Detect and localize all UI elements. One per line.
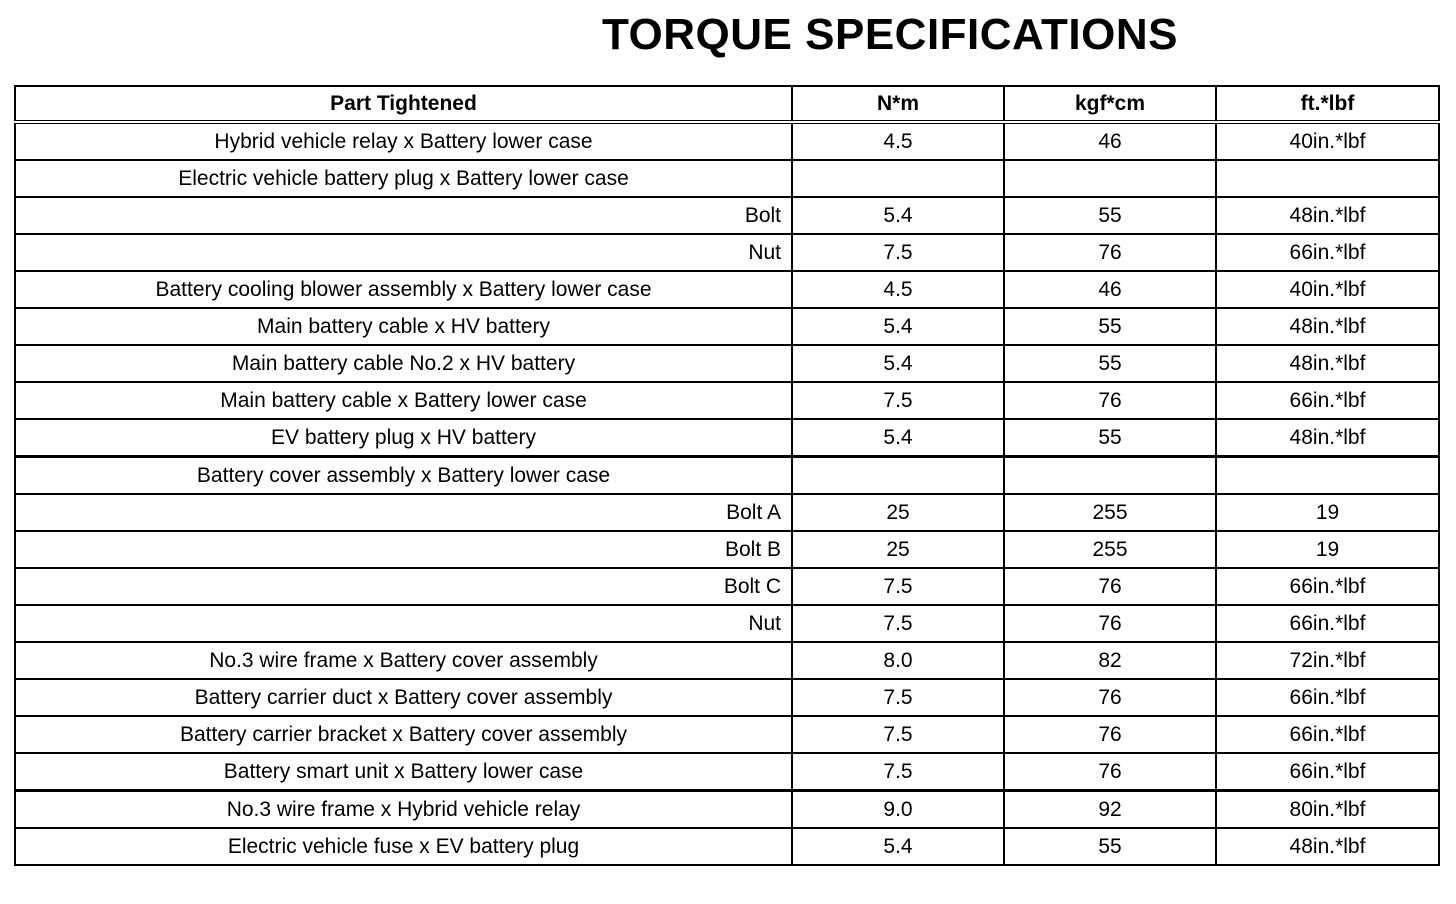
kgf-cm-cell: 55 — [1004, 345, 1216, 382]
kgf-cm-cell: 55 — [1004, 419, 1216, 457]
nm-cell: 7.5 — [792, 679, 1004, 716]
ft-lbf-cell: 66in.*lbf — [1216, 568, 1439, 605]
nm-cell: 5.4 — [792, 419, 1004, 457]
kgf-cm-cell: 55 — [1004, 828, 1216, 865]
part-tightened-cell: Battery carrier duct x Battery cover assembly — [15, 679, 792, 716]
ft-lbf-cell — [1216, 160, 1439, 197]
table-body — [15, 122, 1439, 865]
ft-lbf-cell: 66in.*lbf — [1216, 716, 1439, 753]
part-tightened-cell: Battery cover assembly x Battery lower case — [15, 457, 792, 495]
part-tightened-cell: Bolt — [15, 197, 792, 234]
table-row — [15, 642, 1439, 679]
kgf-cm-cell: 55 — [1004, 197, 1216, 234]
table-row — [15, 160, 1439, 197]
kgf-cm-cell: 82 — [1004, 642, 1216, 679]
kgf-cm-cell: 46 — [1004, 271, 1216, 308]
nm-cell: 8.0 — [792, 642, 1004, 679]
kgf-cm-cell: 76 — [1004, 716, 1216, 753]
part-tightened-cell: Bolt A — [15, 494, 792, 531]
ft-lbf-cell: 19 — [1216, 494, 1439, 531]
ft-lbf-cell: 66in.*lbf — [1216, 753, 1439, 791]
table-row — [15, 345, 1439, 382]
part-tightened-cell: Bolt C — [15, 568, 792, 605]
table-row — [15, 753, 1439, 791]
nm-cell: 9.0 — [792, 791, 1004, 829]
ft-lbf-cell: 66in.*lbf — [1216, 679, 1439, 716]
kgf-cm-cell — [1004, 160, 1216, 197]
nm-cell: 4.5 — [792, 271, 1004, 308]
kgf-cm-cell: 76 — [1004, 568, 1216, 605]
table-row — [15, 568, 1439, 605]
part-tightened-cell: Nut — [15, 234, 792, 271]
nm-cell: 7.5 — [792, 382, 1004, 419]
ft-lbf-cell: 72in.*lbf — [1216, 642, 1439, 679]
part-tightened-cell: No.3 wire frame x Battery cover assembly — [15, 642, 792, 679]
kgf-cm-cell: 46 — [1004, 122, 1216, 160]
table-row — [15, 791, 1439, 829]
table-row — [15, 308, 1439, 345]
ft-lbf-cell: 66in.*lbf — [1216, 605, 1439, 642]
ft-lbf-cell: 40in.*lbf — [1216, 122, 1439, 160]
table-row — [15, 122, 1439, 160]
torque-spec-table — [14, 85, 1440, 866]
ft-lbf-cell: 48in.*lbf — [1216, 345, 1439, 382]
kgf-cm-cell: 55 — [1004, 308, 1216, 345]
ft-lbf-cell: 48in.*lbf — [1216, 828, 1439, 865]
table-row — [15, 197, 1439, 234]
table-row — [15, 382, 1439, 419]
page-title: TORQUE SPECIFICATIONS — [601, 10, 1179, 59]
ft-lbf-cell — [1216, 457, 1439, 495]
part-tightened-cell: Nut — [15, 605, 792, 642]
part-tightened-cell: Battery carrier bracket x Battery cover assembly — [15, 716, 792, 753]
table-row — [15, 679, 1439, 716]
ft-lbf-cell: 66in.*lbf — [1216, 382, 1439, 419]
part-tightened-cell: Electric vehicle battery plug x Battery lower case — [15, 160, 792, 197]
ft-lbf-cell: 48in.*lbf — [1216, 419, 1439, 457]
nm-cell: 5.4 — [792, 197, 1004, 234]
table-row — [15, 716, 1439, 753]
part-tightened-cell: Hybrid vehicle relay x Battery lower case — [15, 122, 792, 160]
nm-cell: 25 — [792, 494, 1004, 531]
part-tightened-cell: Battery cooling blower assembly x Battery lower case — [15, 271, 792, 308]
kgf-cm-cell: 92 — [1004, 791, 1216, 829]
table-row — [15, 828, 1439, 865]
table-row — [15, 531, 1439, 568]
ft-lbf-cell: 40in.*lbf — [1216, 271, 1439, 308]
header-part-tightened: Part Tightened — [15, 86, 792, 122]
header-nm: N*m — [792, 86, 1004, 122]
ft-lbf-cell: 48in.*lbf — [1216, 308, 1439, 345]
nm-cell: 7.5 — [792, 753, 1004, 791]
part-tightened-cell: Main battery cable No.2 x HV battery — [15, 345, 792, 382]
nm-cell: 7.5 — [792, 234, 1004, 271]
nm-cell: 4.5 — [792, 122, 1004, 160]
nm-cell — [792, 160, 1004, 197]
part-tightened-cell: EV battery plug x HV battery — [15, 419, 792, 457]
header-ft-lbf: ft.*lbf — [1216, 86, 1439, 122]
ft-lbf-cell: 66in.*lbf — [1216, 234, 1439, 271]
kgf-cm-cell: 255 — [1004, 494, 1216, 531]
kgf-cm-cell: 76 — [1004, 234, 1216, 271]
table-header-row — [15, 86, 1439, 122]
header-kgf-cm: kgf*cm — [1004, 86, 1216, 122]
nm-cell — [792, 457, 1004, 495]
kgf-cm-cell: 76 — [1004, 605, 1216, 642]
ft-lbf-cell: 19 — [1216, 531, 1439, 568]
nm-cell: 7.5 — [792, 568, 1004, 605]
kgf-cm-cell: 255 — [1004, 531, 1216, 568]
part-tightened-cell: Bolt B — [15, 531, 792, 568]
part-tightened-cell: Battery smart unit x Battery lower case — [15, 753, 792, 791]
ft-lbf-cell: 80in.*lbf — [1216, 791, 1439, 829]
part-tightened-cell: Main battery cable x HV battery — [15, 308, 792, 345]
table-row — [15, 494, 1439, 531]
table-row — [15, 605, 1439, 642]
table-row — [15, 271, 1439, 308]
table-row — [15, 419, 1439, 457]
part-tightened-cell: Electric vehicle fuse x EV battery plug — [15, 828, 792, 865]
nm-cell: 25 — [792, 531, 1004, 568]
table-row — [15, 234, 1439, 271]
nm-cell: 5.4 — [792, 308, 1004, 345]
kgf-cm-cell — [1004, 457, 1216, 495]
kgf-cm-cell: 76 — [1004, 679, 1216, 716]
nm-cell: 7.5 — [792, 716, 1004, 753]
part-tightened-cell: Main battery cable x Battery lower case — [15, 382, 792, 419]
nm-cell: 5.4 — [792, 828, 1004, 865]
kgf-cm-cell: 76 — [1004, 382, 1216, 419]
nm-cell: 5.4 — [792, 345, 1004, 382]
kgf-cm-cell: 76 — [1004, 753, 1216, 791]
table-row — [15, 457, 1439, 495]
part-tightened-cell: No.3 wire frame x Hybrid vehicle relay — [15, 791, 792, 829]
ft-lbf-cell: 48in.*lbf — [1216, 197, 1439, 234]
nm-cell: 7.5 — [792, 605, 1004, 642]
